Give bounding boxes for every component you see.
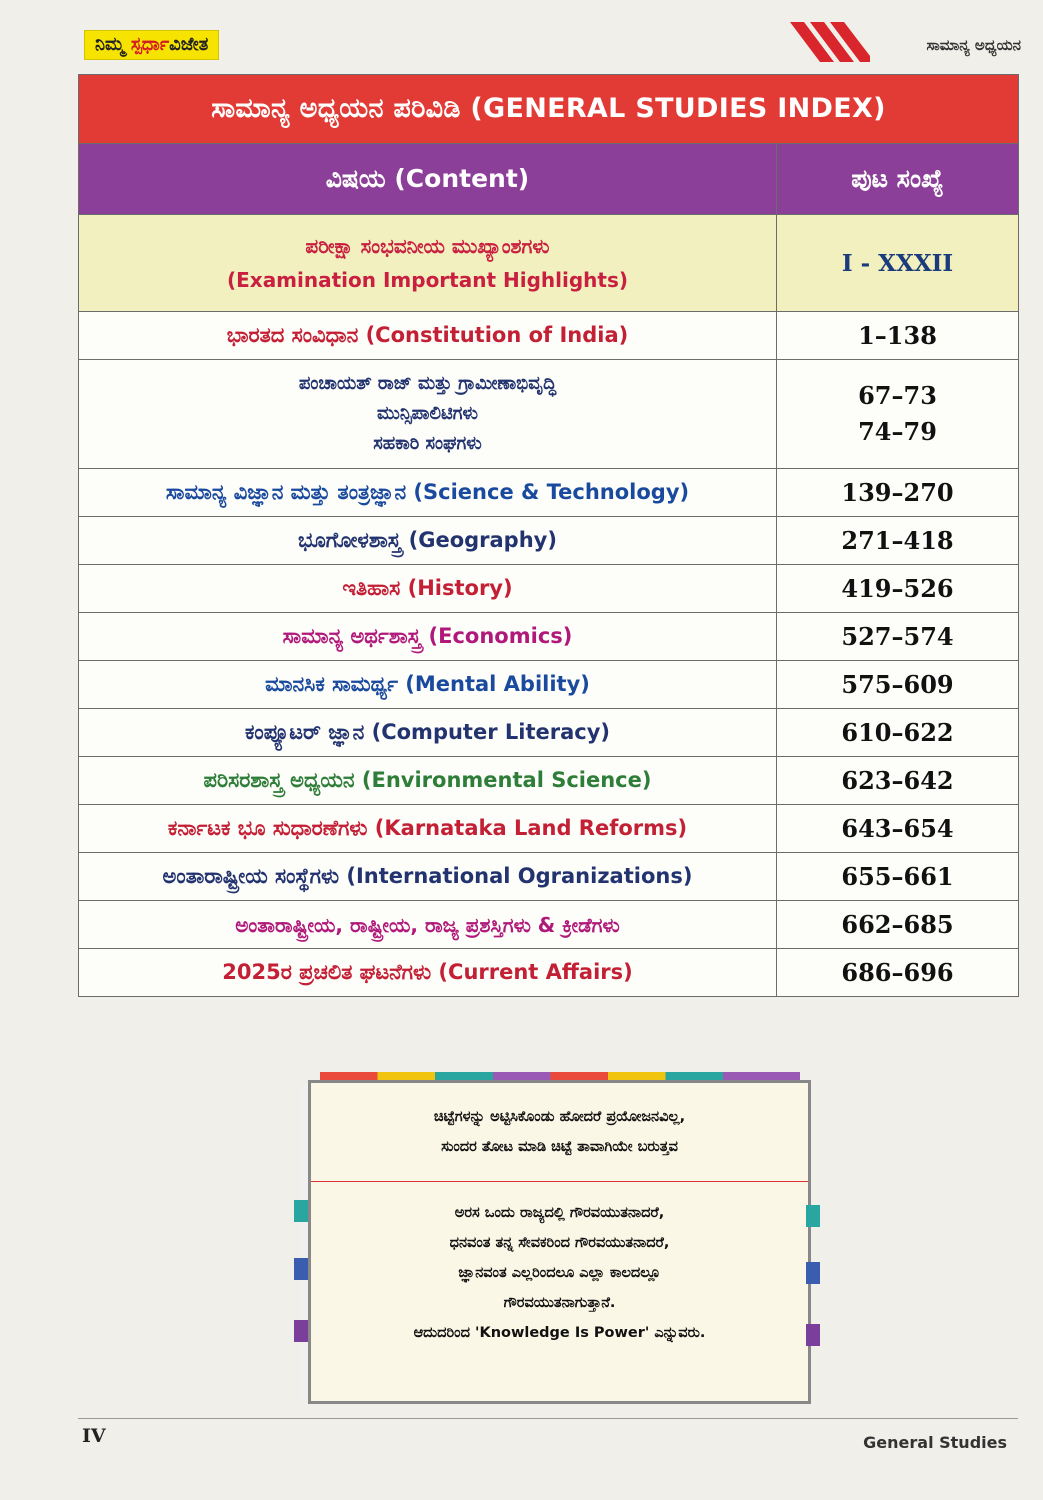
highlights-subject bbox=[79, 215, 777, 312]
decorative-tab bbox=[806, 1262, 820, 1284]
brand-part1: ನಿಮ್ಮ bbox=[95, 34, 131, 55]
subject-line: ಪಂಚಾಯತ್ ರಾಜ್ ಮತ್ತು ಗ್ರಾಮೀಣಾಭಿವೃದ್ಧಿ bbox=[298, 373, 557, 394]
row-pages: 610–622 bbox=[777, 709, 1019, 757]
row-subject: ಭೂಗೋಳಶಾಸ್ತ್ರ (Geography) bbox=[79, 517, 777, 565]
table-row bbox=[79, 613, 1019, 661]
section-title: ಸಾಮಾನ್ಯ ಅಧ್ಯಯನ bbox=[926, 36, 1021, 54]
quote-line: ಸುಂದರ ತೋಟ ಮಾಡಿ ಚಿಟ್ಟೆ ತಾವಾಗಿಯೇ ಬರುತ್ತವ bbox=[441, 1139, 678, 1155]
book-section: General Studies bbox=[863, 1433, 1007, 1452]
row-pages: 1–138 bbox=[777, 312, 1019, 360]
table-row bbox=[79, 853, 1019, 901]
row-pages: 527–574 bbox=[777, 613, 1019, 661]
index-table bbox=[78, 74, 1019, 997]
row-subject: ಅಂತಾರಾಷ್ಟ್ರೀಯ, ರಾಷ್ಟ್ರೀಯ, ರಾಜ್ಯ ಪ್ರಶಸ್ತಿಗಳು & ಕ್ರೀಡೆಗಳು bbox=[79, 901, 777, 949]
table-row bbox=[79, 565, 1019, 613]
quote-line: ಧನವಂತ ತನ್ನ ಸೇವಕರಿಂದ ಗೌರವಯುತನಾದರೆ, bbox=[449, 1235, 670, 1251]
quote-line: ಗೌರವಯುತನಾಗುತ್ತಾನೆ. bbox=[503, 1295, 616, 1311]
row-pages: 419–526 bbox=[777, 565, 1019, 613]
decorative-tab bbox=[806, 1324, 820, 1346]
decorative-tab bbox=[294, 1320, 308, 1342]
footer-divider bbox=[78, 1418, 1018, 1419]
subject-line: ಸಹಕಾರಿ ಸಂಘಗಳು bbox=[373, 433, 482, 454]
brand-part3: ವಿಜೇತ bbox=[169, 34, 209, 55]
row-subject: ಭಾರತದ ಸಂವಿಧಾನ (Constitution of India) bbox=[79, 312, 777, 360]
subject-line: ಮುನ್ಸಿಪಾಲಿಟಿಗಳು bbox=[377, 403, 478, 424]
column-header-content: ವಿಷಯ (Content) bbox=[79, 144, 777, 215]
decorative-border bbox=[320, 1072, 800, 1080]
brand-logo bbox=[84, 30, 219, 60]
row-subject: ಪರಿಸರಶಾಸ್ತ್ರ ಅಧ್ಯಯನ (Environmental Science) bbox=[79, 757, 777, 805]
brand-part2: ಸ್ಪರ್ಧಾ bbox=[130, 34, 170, 55]
table-title: ಸಾಮಾನ್ಯ ಅಧ್ಯಯನ ಪರಿವಿಡಿ (GENERAL STUDIES INDEX) bbox=[79, 75, 1019, 144]
pages-line: 67–73 bbox=[858, 381, 937, 410]
row-pages: 655–661 bbox=[777, 853, 1019, 901]
quote-body bbox=[311, 1182, 808, 1348]
row-pages: 271–418 bbox=[777, 517, 1019, 565]
table-row bbox=[79, 805, 1019, 853]
table-row bbox=[79, 949, 1019, 997]
column-header-pages: ಪುಟ ಸಂಖ್ಯೆ bbox=[777, 144, 1019, 215]
row-pages: 686–696 bbox=[777, 949, 1019, 997]
row-pages: 139–270 bbox=[777, 469, 1019, 517]
row-subject: ಕರ್ನಾಟಕ ಭೂ ಸುಧಾರಣೆಗಳು (Karnataka Land Reforms) bbox=[79, 805, 777, 853]
row-pages: 662–685 bbox=[777, 901, 1019, 949]
page-header bbox=[0, 0, 1043, 72]
table-row bbox=[79, 901, 1019, 949]
highlights-en: (Examination Important Highlights) bbox=[226, 268, 629, 292]
row-pages: 643–654 bbox=[777, 805, 1019, 853]
table-title-row bbox=[79, 75, 1019, 144]
highlights-kn: ಪರೀಕ್ಷಾ ಸಂಭವನೀಯ ಮುಖ್ಯಾಂಶಗಳು bbox=[305, 234, 550, 258]
quote-line: ಆದುದರಿಂದ 'Knowledge Is Power' ಎನ್ನುವರು. bbox=[413, 1325, 706, 1341]
row-subject: ಸಾಮಾನ್ಯ ವಿಜ್ಞಾನ ಮತ್ತು ತಂತ್ರಜ್ಞಾನ (Science & Technology) bbox=[79, 469, 777, 517]
highlights-pages: I - XXXII bbox=[777, 215, 1019, 312]
table-row bbox=[79, 517, 1019, 565]
row-subject: ಇತಿಹಾಸ (History) bbox=[79, 565, 777, 613]
row-pages: 623–642 bbox=[777, 757, 1019, 805]
table-header-row bbox=[79, 144, 1019, 215]
row-pages: 575–609 bbox=[777, 661, 1019, 709]
quote-line: ಅರಸ ಒಂದು ರಾಜ್ಯದಲ್ಲಿ ಗೌರವಯುತನಾದರೆ, bbox=[454, 1205, 665, 1221]
decorative-tab bbox=[806, 1205, 820, 1227]
quote-top bbox=[311, 1083, 808, 1182]
page-number: IV bbox=[82, 1425, 106, 1447]
table-row bbox=[79, 757, 1019, 805]
quote-box bbox=[308, 1080, 811, 1404]
row-subject-multi bbox=[79, 360, 777, 469]
table-row-multi bbox=[79, 360, 1019, 469]
row-subject: 2025ರ ಪ್ರಚಲಿತ ಘಟನೆಗಳು (Current Affairs) bbox=[79, 949, 777, 997]
table-row-highlights bbox=[79, 215, 1019, 312]
table-row bbox=[79, 312, 1019, 360]
pages-line: 74–79 bbox=[858, 417, 937, 446]
row-subject: ಕಂಪ್ಯೂಟರ್ ಜ್ಞಾನ (Computer Literacy) bbox=[79, 709, 777, 757]
row-pages-multi bbox=[777, 360, 1019, 469]
table-row bbox=[79, 661, 1019, 709]
table-row bbox=[79, 469, 1019, 517]
decorative-tab bbox=[294, 1200, 308, 1222]
quote-line: ಜ್ಞಾನವಂತ ಎಲ್ಲರಿಂದಲೂ ಎಲ್ಲಾ ಕಾಲದಲ್ಲೂ bbox=[458, 1265, 661, 1281]
table-row bbox=[79, 709, 1019, 757]
decorative-tab bbox=[294, 1258, 308, 1280]
row-subject: ಸಾಮಾನ್ಯ ಅರ್ಥಶಾಸ್ತ್ರ (Economics) bbox=[79, 613, 777, 661]
quote-line: ಚಿಟ್ಟೆಗಳನ್ನು ಅಟ್ಟಿಸಿಕೊಂಡು ಹೋದರೆ ಪ್ರಯೋಜನವಿಲ್ಲ, bbox=[433, 1109, 686, 1125]
row-subject: ಮಾನಸಿಕ ಸಾಮರ್ಥ್ಯ (Mental Ability) bbox=[79, 661, 777, 709]
decorative-stripes bbox=[790, 22, 870, 62]
row-subject: ಅಂತಾರಾಷ್ಟ್ರೀಯ ಸಂಸ್ಥೆಗಳು (International Ogranizations) bbox=[79, 853, 777, 901]
